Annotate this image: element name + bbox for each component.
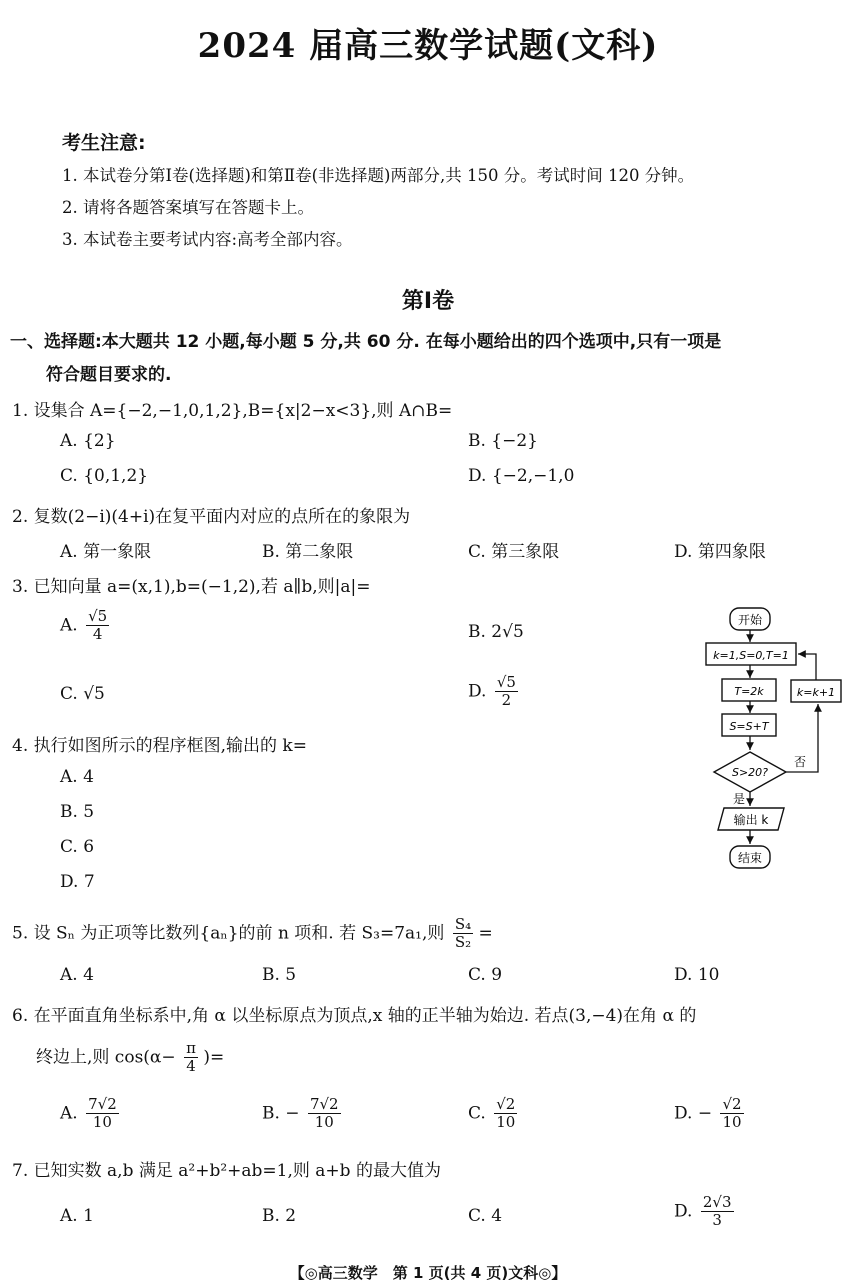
fraction-denominator: 4 [186, 1057, 196, 1076]
fraction-numerator: √5 [496, 673, 516, 691]
question-5-stem-tail: = [478, 923, 493, 944]
option-label: A. [60, 1103, 78, 1124]
question-6-stem-tail: )= [203, 1047, 225, 1068]
part-heading-line2: 符合题目要求的. [46, 365, 172, 385]
flowchart-end-label: 结束 [737, 851, 763, 865]
flowchart-step-k-label: k=k+1 [796, 686, 836, 699]
question-3-option-d [468, 674, 518, 710]
question-4-option-a: A. 4 [60, 767, 94, 787]
fraction-denominator: 10 [496, 1113, 516, 1132]
option-label: D. [674, 1201, 693, 1222]
flowchart-step-t-label: T=2k [734, 685, 764, 698]
question-3-option-c: C. √5 [60, 684, 105, 704]
option-fraction [494, 1096, 517, 1132]
question-2-option-c: C. 第三象限 [468, 542, 560, 562]
question-6-fraction [184, 1040, 198, 1076]
question-5-fraction [453, 916, 473, 952]
question-5-option-d: D. 10 [674, 965, 720, 985]
question-3-option-b: B. 2√5 [468, 622, 524, 642]
question-1-option-b: B. {−2} [468, 431, 538, 451]
page-title: 2024 届高三数学试题(文科) [197, 26, 659, 66]
question-6-option-a [60, 1096, 119, 1132]
fraction-denominator: 10 [92, 1113, 112, 1132]
option-label: B. − [262, 1103, 300, 1124]
question-4-option-c: C. 6 [60, 837, 95, 857]
fraction-numerator: 7√2 [309, 1095, 339, 1113]
question-7-option-a: A. 1 [60, 1206, 94, 1226]
question-6-option-d [674, 1096, 744, 1132]
notice-item-3: 3. 本试卷主要考试内容:高考全部内容。 [62, 230, 353, 249]
question-4-option-d: D. 7 [60, 872, 95, 892]
option-fraction [720, 1096, 743, 1132]
question-7-option-d [674, 1194, 734, 1230]
flowchart-start-label: 开始 [737, 613, 763, 627]
part-heading-line1: 一、选择题:本大题共 12 小题,每小题 5 分,共 60 分. 在每小题给出的四个选项中,只有一项是 [10, 332, 722, 352]
question-5-stem [12, 916, 493, 952]
question-4-option-b: B. 5 [60, 802, 95, 822]
fraction-numerator: 2√3 [702, 1193, 732, 1211]
question-5-option-a: A. 4 [60, 965, 94, 985]
fraction-numerator: 7√2 [88, 1095, 117, 1113]
fraction-denominator: 3 [712, 1211, 722, 1230]
question-7-option-c: C. 4 [468, 1206, 503, 1226]
question-3-option-a [60, 608, 109, 644]
option-fraction [701, 1194, 734, 1230]
option-fraction [308, 1096, 341, 1132]
fraction-denominator: 10 [722, 1113, 742, 1132]
question-7-option-b: B. 2 [262, 1206, 297, 1226]
question-6-option-b [262, 1096, 341, 1132]
fraction-numerator: √5 [88, 607, 108, 625]
fraction-numerator: π [186, 1039, 196, 1057]
notice-item-1: 1. 本试卷分第Ⅰ卷(选择题)和第Ⅱ卷(非选择题)两部分,共 150 分。考试时间 120 分钟。 [62, 166, 695, 185]
question-3-option-d-fraction [495, 674, 518, 710]
flowchart-init-label: k=1,S=0,T=1 [713, 649, 789, 662]
question-3-option-a-fraction [86, 608, 109, 644]
fraction-denominator: S₂ [454, 933, 472, 952]
question-3-option-a-label: A. [60, 615, 78, 636]
question-1-option-a: A. {2} [60, 431, 116, 451]
flowchart-output-label: 输出 k [733, 813, 769, 827]
option-fraction [86, 1096, 119, 1132]
question-6-stem-text: 终边上,则 cos(α− [36, 1047, 176, 1068]
question-2-stem: 2. 复数(2−i)(4+i)在复平面内对应的点所在的象限为 [12, 507, 411, 527]
section-title: 第Ⅰ卷 [401, 289, 455, 314]
question-2-option-a: A. 第一象限 [60, 542, 152, 562]
flowchart-condition-label: S>20? [731, 766, 769, 779]
fraction-numerator: √2 [722, 1095, 742, 1113]
question-5-option-b: B. 5 [262, 965, 297, 985]
option-label: C. [468, 1103, 486, 1124]
question-2-option-d: D. 第四象限 [674, 542, 766, 562]
fraction-denominator: 10 [314, 1113, 334, 1132]
question-5-option-c: C. 9 [468, 965, 503, 985]
question-3-option-d-label: D. [468, 681, 487, 702]
fraction-numerator: S₄ [454, 915, 472, 933]
question-6-option-c [468, 1096, 517, 1132]
fraction-numerator: √2 [496, 1095, 516, 1113]
question-4-stem: 4. 执行如图所示的程序框图,输出的 k= [12, 736, 307, 756]
question-1-option-d: D. {−2,−1,0 [468, 466, 575, 486]
notice-heading: 考生注意: [62, 132, 146, 154]
question-5-stem-text: 5. 设 Sₙ 为正项等比数列{aₙ}的前 n 项和. 若 S₃=7a₁,则 [12, 923, 445, 944]
question-1-option-c: C. {0,1,2} [60, 466, 149, 486]
page-footer: 【◎高三数学 第 1 页(共 4 页)文科◎】 [289, 1264, 567, 1282]
fraction-denominator: 2 [501, 691, 512, 710]
question-6-stem: 6. 在平面直角坐标系中,角 α 以坐标原点为顶点,x 轴的正半轴为始边. 若点(3,−4)在角 α 的 [12, 1006, 697, 1026]
program-flowchart [700, 600, 850, 875]
notice-item-2: 2. 请将各题答案填写在答题卡上。 [62, 198, 314, 217]
flowchart-no-label: 否 [794, 755, 807, 769]
question-3-stem: 3. 已知向量 a=(x,1),b=(−1,2),若 a∥b,则|a|= [12, 577, 371, 597]
option-label: D. − [674, 1103, 713, 1124]
flowchart-step-s-label: S=S+T [729, 720, 769, 733]
question-6-stem-line2 [36, 1040, 224, 1076]
question-1-stem: 1. 设集合 A={−2,−1,0,1,2},B={x|2−x<3},则 A∩B= [12, 401, 453, 421]
question-2-option-b: B. 第二象限 [262, 542, 354, 562]
fraction-denominator: 4 [92, 625, 103, 644]
flowchart-yes-label: 是 [733, 792, 746, 806]
question-7-stem: 7. 已知实数 a,b 满足 a²+b²+ab=1,则 a+b 的最大值为 [12, 1161, 441, 1181]
